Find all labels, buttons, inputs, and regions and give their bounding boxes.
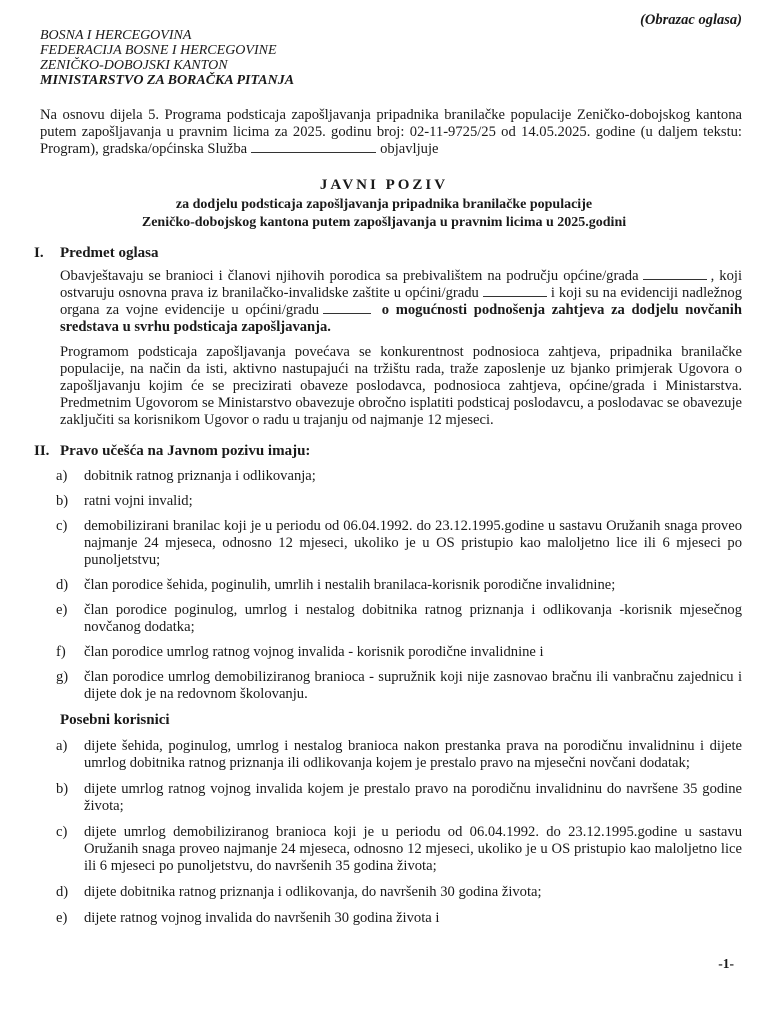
p1-text-a: Obavještavaju se branioci i članovi njihovih porodica sa prebivalištem na području općine/grada: [60, 268, 639, 284]
list-item: [56, 602, 742, 636]
institution-line-2: FEDERACIJA BOSNE I HERCEGOVINE: [40, 43, 277, 58]
form-label: (Obrazac oglasa): [640, 12, 742, 28]
list-item-text: član porodice poginulog, umrlog i nestalog dobitnika ratnog priznanja i odlikovanja -korisnik mjesečnog novčanog dodatka;: [84, 602, 742, 635]
section-2-list: [56, 468, 742, 703]
municipality-blank-2: [483, 285, 547, 297]
list-item-text: demobilizirani branilac koji je u periodu od 06.04.1992. do 23.12.1995.godine u sastavu Oružanih snaga proveo najmanje 24 mjeseca, odnosno 12 mjeseci, ukoliko je u OS pristupio kao maloljetno lice ili 6 mjeseci po punoljetstvu;: [84, 518, 742, 568]
special-beneficiaries-list: [56, 738, 742, 927]
list-item: [56, 669, 742, 703]
institution-line-1: BOSNA I HERCEGOVINA: [40, 28, 192, 43]
intro-paragraph: [40, 107, 742, 158]
list-item-label: c): [56, 824, 68, 840]
list-item: [56, 493, 742, 510]
list-item-text: član porodice umrlog ratnog vojnog invalida - korisnik porodične invalidnine i: [84, 644, 544, 660]
list-item-text: ratni vojni invalid;: [84, 493, 193, 509]
section-1-paragraph-1: [60, 268, 742, 336]
section-2-number: II.: [34, 443, 50, 459]
page-number: -1-: [718, 956, 734, 971]
list-item-text: dijete ratnog vojnog invalida do navršenih 30 godina života i: [84, 910, 440, 926]
list-item-label: d): [56, 577, 69, 593]
document-subtitle: [0, 196, 768, 232]
section-2: [34, 443, 742, 927]
list-item-text: član porodice šehida, poginulih, umrlih i nestalih branilaca-korisnik porodične invalidnine;: [84, 577, 616, 593]
subtitle-line-2: Zeničko-dobojskog kantona putem zapošljavanja u pravnim licima u 2025.godini: [141, 215, 627, 230]
intro-text-a: Na osnovu dijela 5. Programa podsticaja zapošljavanja pripadnika branilačke populacije Zeničko-dobojskog kantona putem zapošljavanja u pravnim licima za 2025. godinu broj: 02-11-9725/25 od 14.05.2025. godine (u daljem tekstu: Program), gradska/općinska Služba: [40, 107, 742, 157]
section-1-title: Predmet oglasa: [60, 245, 159, 261]
list-item-text: dijete dobitnika ratnog priznanja i odlikovanja, do navršenih 30 godina života;: [84, 884, 542, 900]
list-item-text: član porodice umrlog demobiliziranog branioca - supružnik koji nije zasnovao bračnu ili vanbračnu zajednicu i dijete dok je na redovnom školovanju.: [84, 669, 742, 702]
special-beneficiaries-heading: Posebni korisnici: [60, 712, 170, 728]
list-item-label: b): [56, 781, 69, 797]
list-item-text: dijete umrlog demobiliziranog branioca koji je u periodu od 06.04.1992. do 23.12.1995.godine u sastavu Oružanih snaga proveo najmanje 24 mjeseca, odnosno 12 mjeseci, ukoliko je u OS pristupio kao maloljetno lice ili 6 mjeseci po punoljetstvu, do navršenih 35 godina života;: [84, 824, 742, 874]
list-item-label: a): [56, 468, 68, 484]
institution-line-4: MINISTARSTVO ZA BORAČKA PITANJA: [40, 73, 295, 88]
list-item-label: c): [56, 518, 68, 534]
list-item: [56, 644, 742, 661]
p1-text-c: i koji su na evidenciji nadležnog organa za vojne evidencije u općini/gradu: [60, 285, 742, 318]
section-2-heading: [34, 443, 742, 460]
list-item-text: dijete umrlog ratnog vojnog invalida kojem je prestalo pravo na porodičnu invalidninu do navršene 35 godine života;: [84, 781, 742, 814]
subtitle-line-1: za dodjelu podsticaja zapošljavanja pripadnika branilačke populacije: [175, 197, 593, 212]
section-1: [34, 245, 742, 429]
p1-text-b: , koji ostvaruju osnovna prava iz branilačko-invalidske zaštite u općini/gradu: [60, 268, 743, 301]
municipality-blank-3: [323, 302, 371, 314]
list-item-label: a): [56, 738, 68, 754]
section-2-title: Pravo učešća na Javnom pozivu imaju:: [60, 443, 311, 459]
list-item: [56, 468, 742, 485]
list-item: [56, 781, 742, 815]
list-item-label: b): [56, 493, 69, 509]
list-item-label: f): [56, 644, 66, 660]
p1-bold-text: o mogućnosti podnošenja zahtjeva za dodjelu novčanih sredstava u svrhu podsticaja zapošljavanja.: [60, 302, 742, 335]
section-1-number: I.: [34, 245, 44, 261]
list-item-text: dobitnik ratnog priznanja i odlikovanja;: [84, 468, 316, 484]
municipality-blank-1: [643, 268, 707, 280]
institution-line-3: ZENIČKO-DOBOJSKI KANTON: [40, 58, 228, 73]
list-item-text: dijete šehida, poginulog, umrlog i nestalog branioca nakon prestanka prava na porodičnu invalidninu i dijete umrlog dobitnika ratnog priznanja ili odlikovanja kojem je prestalo pravo na mjesečni novčani dodatak;: [84, 738, 742, 771]
list-item: [56, 824, 742, 875]
section-1-heading: [34, 245, 742, 262]
list-item: [56, 910, 742, 927]
list-item: [56, 884, 742, 901]
document-title: JAVNI POZIV: [319, 177, 449, 193]
intro-text-b: objavljuje: [380, 141, 439, 157]
list-item-label: e): [56, 910, 68, 926]
list-item-label: g): [56, 669, 69, 685]
institution-header: [40, 28, 294, 88]
list-item-label: d): [56, 884, 69, 900]
list-item: [56, 518, 742, 569]
list-item-label: e): [56, 602, 68, 618]
list-item: [56, 738, 742, 772]
service-blank: [251, 141, 376, 153]
list-item: [56, 577, 742, 594]
section-1-paragraph-2: Programom podsticaja zapošljavanja povećava se konkurentnost podnosioca zahtjeva, pripadnika branilačke populacije, na način da isti, aktivno nastupajući na tržištu rada, traže zaposlenje uz bjanko primjerak Ugovora o zapošljavanju kojim će se precizirati obaveze poslodavca, podnosioca zahtjeva, općine/grada i Ministarstva. Predmetnim Ugovorom se Ministarstvo obavezuje obročno isplatiti podsticaj poslodavcu, a poslodavac se obavezuje zaključiti sa korisnikom Ugovor o radu u trajanju od najmanje 12 mjeseci.: [60, 344, 742, 428]
